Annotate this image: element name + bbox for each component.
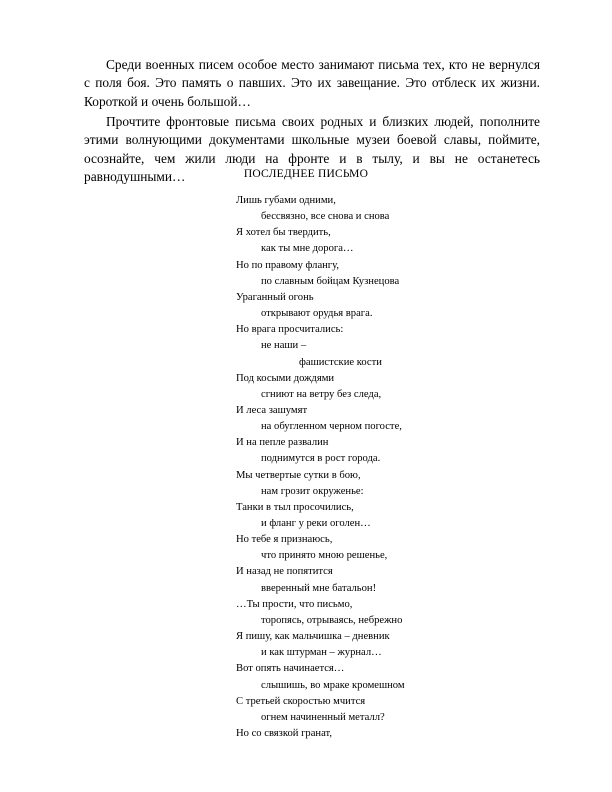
poem-line: И леса зашумят [236, 404, 308, 416]
poem-line: слышишь, во мраке кромешном [261, 679, 405, 691]
poem-line: по славным бойцам Кузнецова [261, 275, 400, 287]
poem-line: как ты мне дорога… [261, 243, 354, 255]
poem-line: сгниют на ветру без следа, [261, 388, 382, 400]
poem-line: нам грозит окруженье: [261, 485, 364, 497]
poem-line: С третьей скоростью мчится [236, 695, 366, 707]
poem-line: Но со связкой гранат, [236, 727, 333, 739]
poem-line: …Ты прости, что письмо, [236, 598, 353, 610]
poem-line: бессвязно, все снова и снова [261, 211, 390, 223]
poem-line: Вот опять начинается… [236, 663, 345, 675]
poem-line: Но тебе я признаюсь, [236, 534, 333, 546]
poem-line: И на пепле развалин [236, 437, 329, 449]
poem-line: Я хотел бы твердить, [236, 227, 331, 239]
poem-title: ПОСЛЕДНЕЕ ПИСЬМО [243, 168, 369, 180]
intro-paragraph-1: Среди военных писем особое место занимают письма тех, кто не вернулся с поля боя. Это память о павших. Это их завещание. Это отблеск их жизни. Короткой и очень большой… [84, 57, 540, 109]
poem-line: Танки в тыл просочились, [236, 501, 354, 513]
poem-line: Я пишу, как мальчишка – дневник [236, 631, 390, 643]
poem-line: что принято мною решенье, [261, 550, 388, 562]
poem-line: и как штурман – журнал… [261, 647, 382, 659]
poem-line: открывают орудья врага. [261, 308, 373, 320]
poem-line: и фланг у реки оголен… [261, 518, 371, 529]
poem-line: Ураганный огонь [236, 291, 314, 303]
poem-line: Лишь губами одними, [236, 195, 336, 206]
poem-line: огнем начиненный металл? [261, 711, 385, 723]
poem-line: поднимутся в рост города. [261, 453, 381, 465]
poem-line: не наши – [261, 340, 307, 352]
poem-line: Но врага просчитались: [236, 324, 344, 336]
poem-line: вверенный мне батальон! [261, 582, 377, 594]
poem-line: торопясь, отрываясь, небрежно [261, 614, 403, 626]
poem-line: Но по правому флангу, [236, 259, 340, 271]
poem-line: Мы четвертые сутки в бою, [236, 469, 361, 481]
poem-line: Под косыми дождями [236, 372, 335, 384]
intro-paragraph-2: Прочтите фронтовые письма своих родных и близких людей, пополните этими волнующими документами школьные музеи боевой славы, поймите, осознайте, чем жили люди на фронте и в тылу, и вы не останетесь равнодушными… [84, 114, 540, 185]
poem-line: фашистские кости [299, 356, 382, 368]
poem-line: на обугленном черном погосте, [261, 421, 402, 433]
poem-line: И назад не попятится [236, 566, 333, 578]
